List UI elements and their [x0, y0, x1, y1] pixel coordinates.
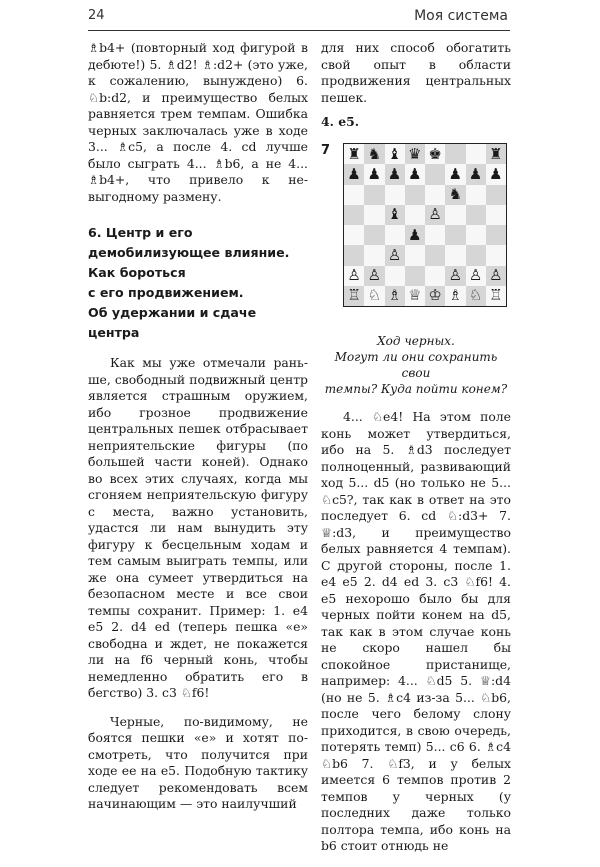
board-square	[486, 245, 506, 265]
board-square: ♝	[385, 144, 405, 164]
board-square: ♜	[486, 144, 506, 164]
right-column	[321, 40, 511, 867]
diagram	[321, 143, 511, 323]
caption-line: Могут ли они сохранить свои	[334, 350, 498, 380]
board-square: ♗	[385, 286, 405, 306]
board-square	[425, 245, 445, 265]
board-square	[385, 266, 405, 286]
board-square	[486, 205, 506, 225]
diagram-number: 7	[321, 143, 331, 158]
chess-board	[343, 143, 507, 307]
board-square: ♞	[364, 144, 384, 164]
board-square	[405, 245, 425, 265]
board-square: ♖	[486, 286, 506, 306]
section-heading-line: демобилизующее влияние.	[88, 245, 290, 260]
board-square: ♔	[425, 286, 445, 306]
board-square	[466, 205, 486, 225]
caption-line: темпы? Куда пойти конем?	[324, 382, 508, 396]
paragraph-right-1: для них способ обогатить свой опыт в области продвижения центральных пешек.	[321, 40, 511, 105]
board-square	[405, 185, 425, 205]
paragraph-left-3: Черные, по-видимому, не боятся пешки «e» и хотят посмотреть, что получится при ходе ее на e5. Подобную тактику следует рекомендовать всем начинающим — это наилучший	[88, 713, 308, 811]
board-square	[466, 185, 486, 205]
board-square: ♕	[405, 286, 425, 306]
board-square: ♟	[385, 164, 405, 184]
board-square: ♚	[425, 144, 445, 164]
section-heading	[88, 223, 308, 343]
board-square: ♟	[486, 164, 506, 184]
board-square: ♟	[364, 164, 384, 184]
section-heading-line: 6. Центр и его	[88, 225, 193, 240]
left-column	[88, 40, 308, 825]
board-square	[364, 225, 384, 245]
paragraph-left-2: Как мы уже отмечали раньше, свободный подвижный центр является страшным оружием, ибо грозное продвижение центральных пешек отбрасывает неприятельские фигуры (по большей части коней). Однако во всех этих случаях, когда мы сгоняем неприятельскую фигуру с места, важно установить, удастся ли нам вынудить эту фигуру к бесцельным ходам и тем самым выиграть темпы, или же она сумеет утвердиться на безопасном месте и все свои темпы сохранит. Пример: 1. e4 e5 2. d4 ed (теперь пешка «e» свободна и ждет, не покажется ли на f6 черный конь, чтобы немедленно обратить его в бегство) 3. c3 ♘f6!	[88, 355, 308, 700]
paragraph-left-1: ♗b4+ (повторный ход фигурой в дебюте!) 5. ♗d2! ♗:d2+ (это уже, к сожалению, вынуждено) 6. ♘b:d2, и преимущество белых равняется трем темпам. Ошибка черных заключалась уже в ходе 3... ♗c5, а после 4. cd лучше было сыграть 4... ♗b6, а не 4... ♗b4+, что привело к невыгодному размену.	[88, 40, 308, 204]
board-square	[445, 205, 465, 225]
board-square: ♟	[466, 164, 486, 184]
board-square	[405, 266, 425, 286]
page-number: 24	[88, 8, 105, 23]
board-square: ♙	[445, 266, 465, 286]
board-square: ♙	[344, 266, 364, 286]
board-square	[466, 245, 486, 265]
caption-line: Ход черных.	[377, 334, 455, 348]
board-square	[425, 185, 445, 205]
board-square	[445, 225, 465, 245]
board-square: ♝	[385, 205, 405, 225]
board-square	[364, 205, 384, 225]
board-square	[466, 144, 486, 164]
board-square: ♘	[466, 286, 486, 306]
board-square: ♟	[344, 164, 364, 184]
board-square: ♙	[486, 266, 506, 286]
board-square: ♛	[405, 144, 425, 164]
move-line: 4. e5.	[321, 114, 360, 129]
board-square	[385, 225, 405, 245]
board-square	[364, 185, 384, 205]
board-square: ♘	[364, 286, 384, 306]
board-square	[385, 185, 405, 205]
board-square: ♟	[405, 225, 425, 245]
board-square	[364, 245, 384, 265]
board-square	[425, 164, 445, 184]
board-square: ♞	[445, 185, 465, 205]
board-square	[405, 205, 425, 225]
paragraph-right-2: 4... ♘e4! На этом поле конь может утвердиться, ибо на 5. ♗d3 последует полноценный, развивающий ход 5... d5 (но только не 5... ♘c5?, так как в ответ на это последует 6. cd ♘:d3+ 7. ♕:d3, и преимущество белых равняется 4 темпам). С другой стороны, после 1. e4 e5 2. d4 ed 3. c3 ♘f6! 4. e5 нехорошо было бы для черных пойти конем на d5, так как в этом случае конь не скоро нашел бы спокойное пристанище, например: 4... ♘d5 5. ♕:d4 (но не 5. ♗c4 из-за 5... ♘b6, после чего белому слону приходится, в свою очередь, потерять темп) 5... c6 6. ♗c4 ♘b6 7. ♘f3, и у белых имеется 6 темпов против 2 темпов у черных (у последних даже только полтора темпа, ибо конь на b6 стоит отнюдь не	[321, 409, 511, 853]
board-square: ♙	[364, 266, 384, 286]
section-heading-line: Как бороться	[88, 265, 186, 280]
board-square: ♖	[344, 286, 364, 306]
board-square	[445, 144, 465, 164]
header-rule	[88, 30, 510, 31]
board-square	[486, 225, 506, 245]
board-square	[425, 225, 445, 245]
board-square: ♙	[385, 245, 405, 265]
board-square: ♙	[466, 266, 486, 286]
board-square	[344, 205, 364, 225]
board-square	[486, 185, 506, 205]
board-square	[445, 245, 465, 265]
board-square	[344, 245, 364, 265]
board-square	[425, 266, 445, 286]
board-square: ♟	[405, 164, 425, 184]
board-square: ♟	[445, 164, 465, 184]
running-title: Моя система	[414, 8, 508, 24]
board-square	[344, 225, 364, 245]
board-square	[344, 185, 364, 205]
diagram-caption	[321, 333, 511, 397]
board-square: ♜	[344, 144, 364, 164]
section-heading-line: Об удержании и сдаче центра	[88, 305, 257, 340]
board-square: ♙	[425, 205, 445, 225]
section-heading-line: с его продвижением.	[88, 285, 244, 300]
board-square	[466, 225, 486, 245]
board-square: ♗	[445, 286, 465, 306]
